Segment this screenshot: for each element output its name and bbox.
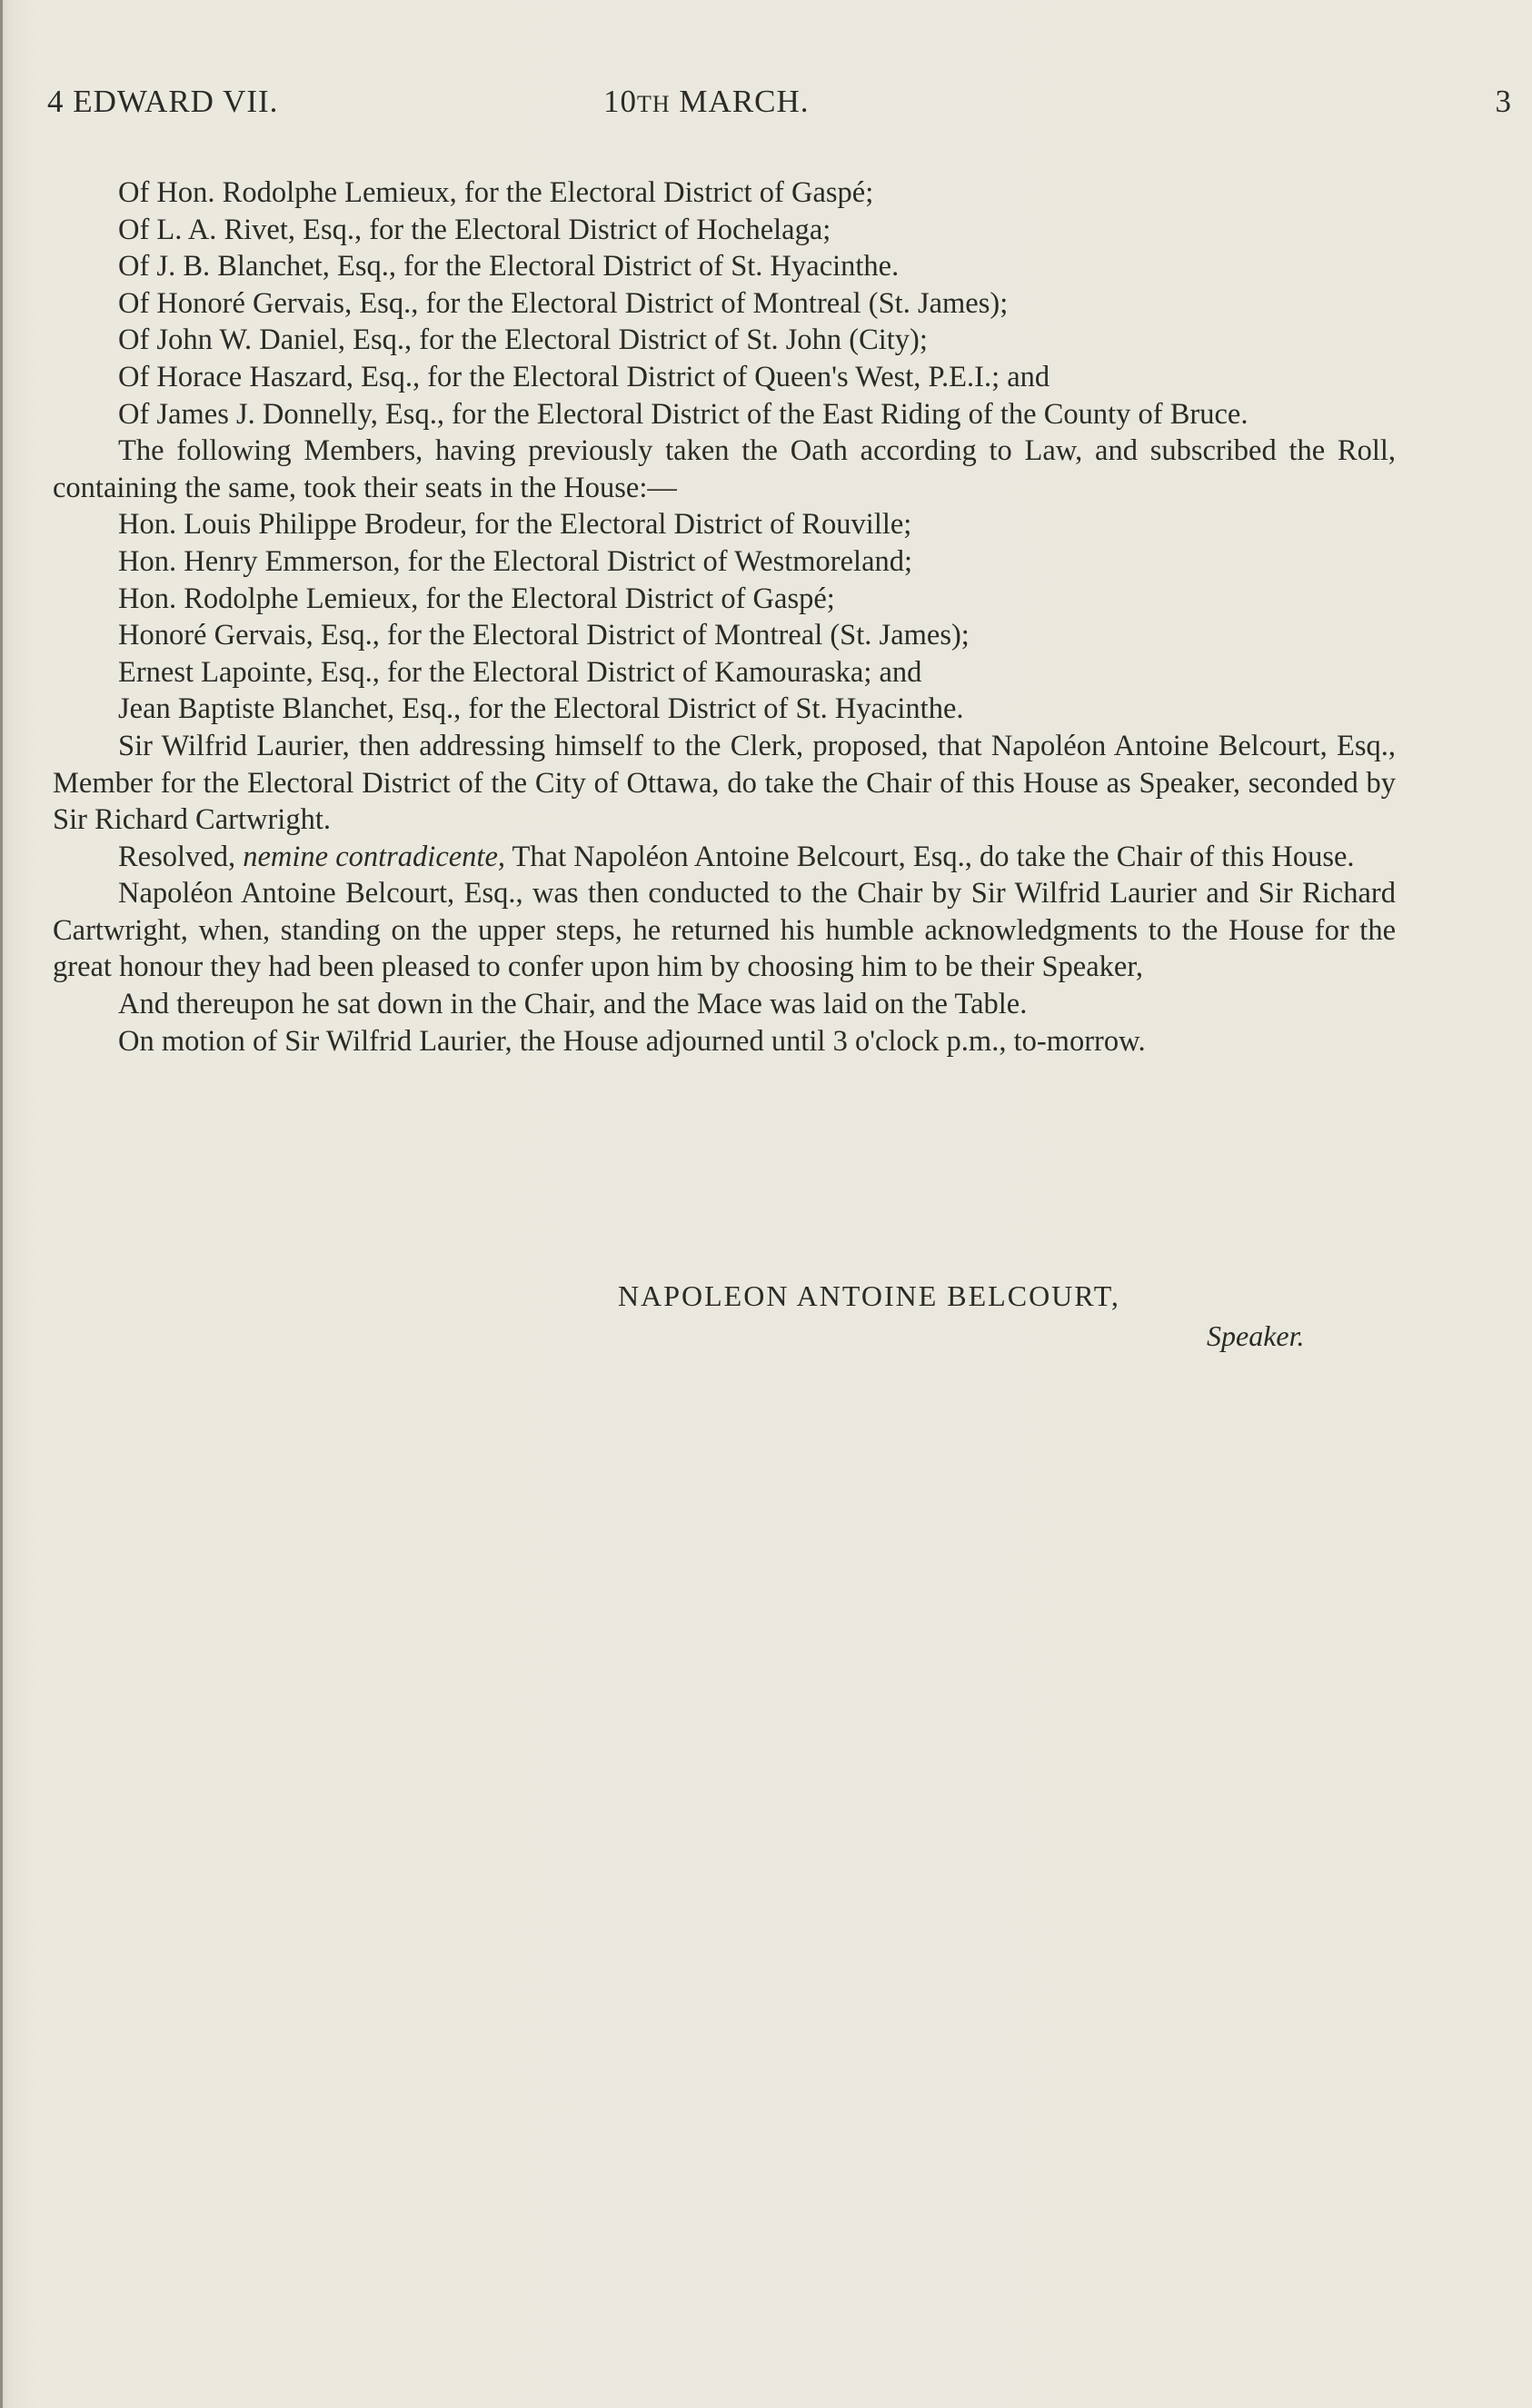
page-binding-edge	[0, 0, 3, 2408]
member-entry: Ernest Lapointe, Esq., for the Electoral District of Kamouraska; and	[118, 655, 922, 689]
member-entry: Hon. Louis Philippe Brodeur, for the Electoral District of Rouville;	[118, 508, 912, 542]
resolution-paragraph	[53, 839, 1396, 876]
paragraph: Of Hon. Rodolphe Lemieux, for the Electoral District of Gaspé;	[118, 176, 874, 209]
header-month: MARCH.	[670, 84, 810, 119]
paragraph: Of J. B. Blanchet, Esq., for the Electoral District of St. Hyacinthe.	[118, 250, 900, 284]
resolution-latin: nemine contradicente,	[243, 840, 506, 873]
paragraph: And thereupon he sat down in the Chair, and the Mace was laid on the Table.	[118, 988, 1028, 1021]
page-number: 3	[1495, 84, 1512, 119]
paragraph: Of John W. Daniel, Esq., for the Electoral District of St. John (City);	[118, 323, 928, 357]
paragraph: Of Honoré Gervais, Esq., for the Electoral District of Montreal (St. James);	[118, 286, 1009, 320]
page-body	[53, 174, 1396, 1060]
paragraph: Sir Wilfrid Laurier, then addressing himself to the Clerk, proposed, that Napoléon Antoine Belcourt, Esq., Member for the Electoral District of the City of Ottawa, do take the Chair of this House as Speaker, seconded by Sir Richard Cartwright.	[53, 729, 1396, 837]
header-day-suffix: TH	[637, 91, 671, 117]
running-header	[47, 84, 1512, 120]
member-entry: Hon. Henry Emmerson, for the Electoral District of Westmoreland;	[118, 544, 913, 578]
header-regnal-year: 4 EDWARD VII.	[47, 84, 279, 119]
paragraph: The following Members, having previously taken the Oath according to Law, and subscribed the Roll, containing the same, took their seats in the House:—	[53, 434, 1396, 504]
member-entry: Honoré Gervais, Esq., for the Electoral District of Montreal (St. James);	[118, 619, 970, 652]
signature-title: Speaker.	[1207, 1319, 1305, 1352]
paragraph: Of Horace Haszard, Esq., for the Electoral District of Queen's West, P.E.I.; and	[118, 360, 1050, 393]
paragraph: Of James J. Donnelly, Esq., for the Electoral District of the East Riding of the County of Bruce.	[118, 397, 1248, 431]
resolution-text: That Napoléon Antoine Belcourt, Esq., do take the Chair of this House.	[505, 840, 1355, 873]
member-entry: Hon. Rodolphe Lemieux, for the Electoral District of Gaspé;	[118, 582, 835, 615]
paragraph: On motion of Sir Wilfrid Laurier, the House adjourned until 3 o'clock p.m., to-morrow.	[118, 1024, 1146, 1058]
header-date	[603, 84, 810, 120]
signature-name: NAPOLEON ANTOINE BELCOURT,	[618, 1279, 1120, 1312]
resolution-lead: Resolved,	[118, 840, 244, 873]
header-day: 10	[603, 84, 637, 119]
paragraph: Of L. A. Rivet, Esq., for the Electoral District of Hochelaga;	[118, 213, 831, 246]
paragraph: Napoléon Antoine Belcourt, Esq., was then conducted to the Chair by Sir Wilfrid Laurier and Sir Richard Cartwright, when, standing on the upper steps, he returned his humble acknowledgments to the House for the great honour they had been pleased to confer upon him by choosing him to be their Speaker,	[53, 877, 1396, 984]
member-entry: Jean Baptiste Blanchet, Esq., for the Electoral District of St. Hyacinthe.	[118, 692, 964, 726]
